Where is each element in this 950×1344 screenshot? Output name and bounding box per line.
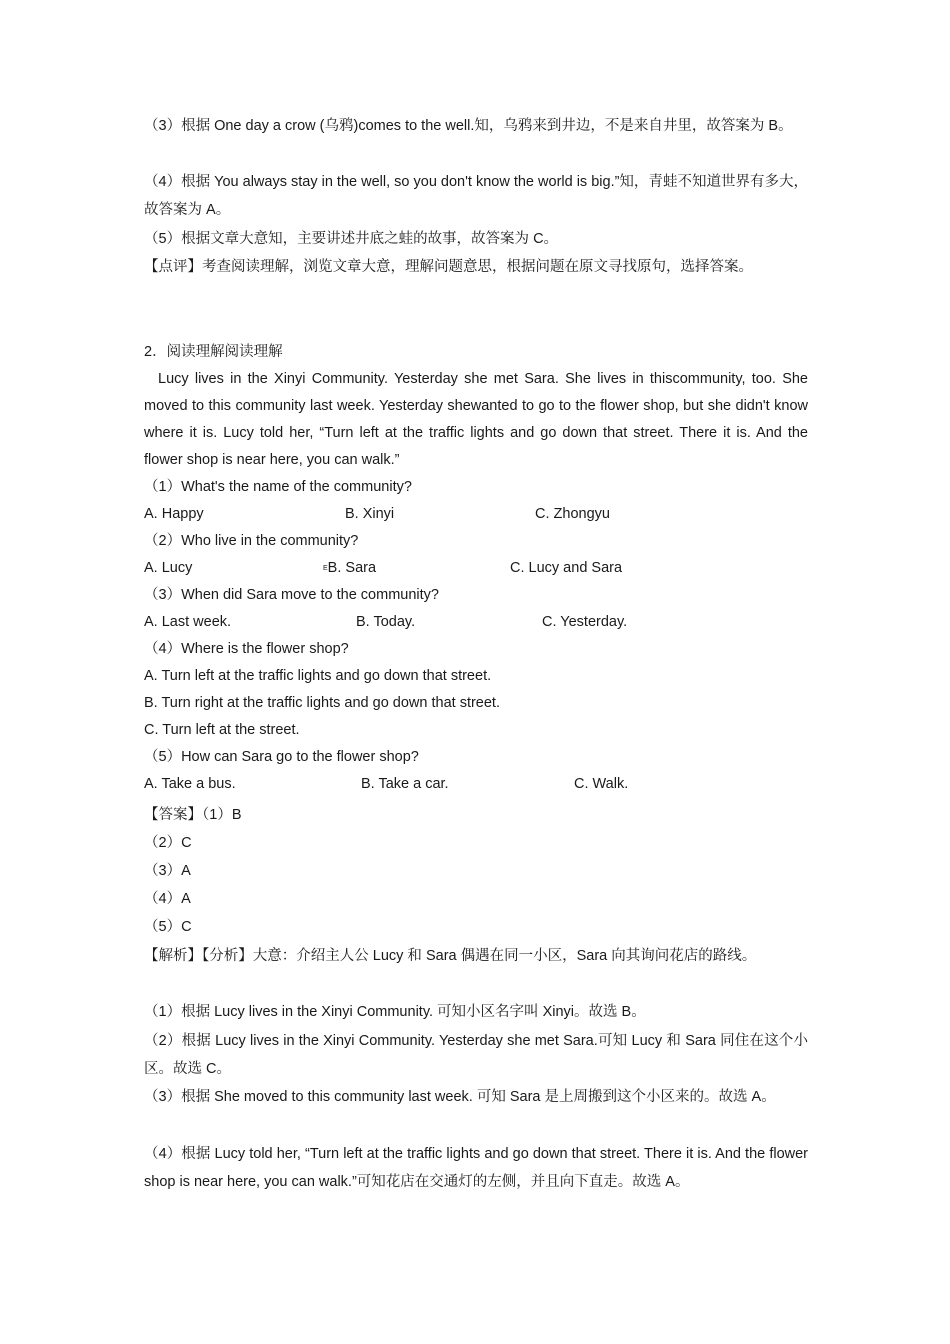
answer-2: （2）C	[144, 835, 192, 851]
options-row-3	[144, 609, 808, 636]
answer-5: （5）C	[144, 919, 192, 935]
prev-answer-5: （5）根据文章大意知，主要讲述井底之蛙的故事，故答案为 C。	[144, 231, 559, 247]
question-1: （1）What's the name of the community?	[144, 479, 412, 495]
option-c: C. Lucy and Sara	[510, 560, 623, 576]
option-a: A. Happy	[144, 506, 204, 522]
options-row-1	[144, 501, 808, 528]
prev-answer-3: （3）根据 One day a crow (乌鸦)comes to the well.知，乌鸦来到井边，不是来自井里，故答案为 B。	[144, 118, 793, 134]
answer-3: （3）A	[144, 863, 191, 879]
analysis-3: （3）根据 She moved to this community last week. 可知 Sara 是上周搬到这个小区来的。故选 A。	[144, 1089, 776, 1105]
analysis-intro: 【解析】【分析】大意：介绍主人公 Lucy 和 Sara 偶遇在同一小区，Sara 向其询问花店的路线。	[144, 948, 757, 964]
questions-block	[144, 474, 808, 798]
answer-1: 【答案】（1）B	[144, 807, 242, 823]
question-4: （4）Where is the flower shop?	[144, 641, 349, 657]
option-a: A. Turn left at the traffic lights and go down that street.	[144, 668, 492, 684]
analysis-2: （2）根据 Lucy lives in the Xinyi Community. Yesterday she met Sara.可知 Lucy 和 Sara 同住在这个小区。故选 C。	[144, 1033, 808, 1077]
option-c: C. Yesterday.	[542, 614, 628, 630]
prev-comment: 【点评】考查阅读理解，浏览文章大意，理解问题意思，根据问题在原文寻找原句，选择答案。	[144, 259, 753, 275]
option-c: C. Zhongyu	[535, 506, 610, 522]
stray-mark: E	[323, 565, 328, 572]
answer-4: （4）A	[144, 891, 191, 907]
option-a: A. Take a bus.	[144, 776, 236, 792]
section-title: 2．阅读理解阅读理解	[144, 344, 283, 360]
option-b: B. Take a car.	[361, 776, 449, 792]
option-b: B. Today.	[356, 614, 416, 630]
analysis-4: （4）根据 Lucy told her, “Turn left at the traffic lights and go down that street. There it is. And the flower shop is near here, you can walk.”可知花店在交通灯的左侧，并且向下直走。故选 A。	[144, 1146, 808, 1190]
question-2: （2）Who live in the community?	[144, 533, 359, 549]
option-b: B. Sara	[327, 560, 377, 576]
option-b: B. Xinyi	[345, 506, 395, 522]
option-c: C. Turn left at the street.	[144, 722, 300, 738]
prev-answer-4: （4）根据 You always stay in the well, so you don't know the world is big.”知，青蛙不知道世界有多大，故答案为 A。	[144, 174, 808, 218]
option-c: C. Walk.	[574, 776, 629, 792]
option-b-mark	[323, 555, 376, 582]
option-a: A. Last week.	[144, 614, 232, 630]
analysis-1: （1）根据 Lucy lives in the Xinyi Community. 可知小区名字叫 Xinyi。故选 B。	[144, 1004, 646, 1020]
option-b: B. Turn right at the traffic lights and go down that street.	[144, 695, 500, 711]
question-3: （3）When did Sara move to the community?	[144, 587, 439, 603]
reading-passage: Lucy lives in the Xinyi Community. Yesterday she met Sara. She lives in thiscommunity, too. She moved to this community last week. Yesterday shewanted to go to the flower shop, but she didn't know where it is. Lucy told her, “Turn left at the traffic lights and go down that street. There it is. And the flower shop is near here, you can walk.”	[144, 371, 808, 468]
options-row-5	[144, 771, 808, 798]
answers-block	[144, 801, 808, 941]
question-5: （5）How can Sara go to the flower shop?	[144, 749, 419, 765]
options-row-2	[144, 555, 808, 582]
option-a: A. Lucy	[144, 560, 193, 576]
